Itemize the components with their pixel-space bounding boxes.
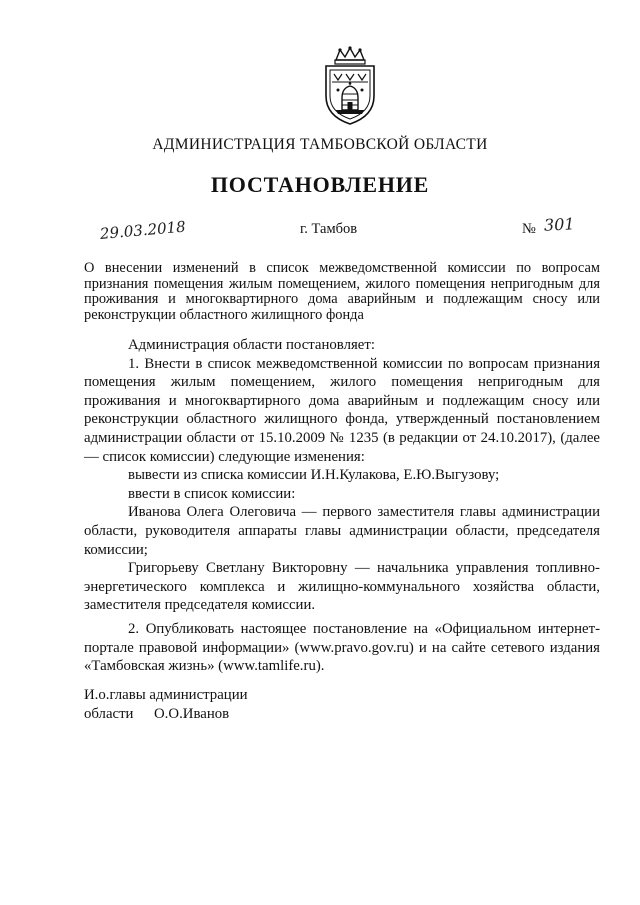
signature-position-line1: И.о.главы администрации [84,687,248,703]
document-date: 29.03.2018 [99,217,187,243]
document-number: 301 [543,214,576,235]
body-paragraph-1: 1. Внести в список межведомственной комиссии по вопросам признания помещения жилым помещением, жилого помещения непригодным для проживания и многоквартирного дома аварийным и подлежащим сносу или реконструкции областного жилищного фонда, утвержденный постановлением администрации области от 15.10.2009 № 1235 (в редакции от 24.10.2017), (далее — список комиссии) следующие изменения: [84,355,600,465]
body-intro: Администрация области постановляет: [128,337,375,353]
body-paragraph-add: ввести в список комиссии: [128,485,296,502]
body-paragraph-2: 2. Опубликовать настоящее постановление на «Официальном интернет-портале правовой информации» (www.pravo.gov.ru) и на сайте сетевого издания «Тамбовская жизнь» (www.tamlife.ru). [84,620,600,675]
signature-position-line2: области [84,705,134,722]
document-type-title: ПОСТАНОВЛЕНИЕ [210,172,430,197]
document-number-label: № [522,221,536,237]
body-paragraph-ivanov: Иванова Олега Олеговича — первого заместителя главы администрации области, руководителя аппараты главы администрации области, председателя комиссии; [84,504,600,558]
signature-line2 [84,705,248,724]
coat-of-arms-emblem [318,46,382,126]
document-subject: О внесении изменений в список межведомственной комиссии по вопросам признания помещения жилым помещением, жилого помещения непригодным для проживания и многоквартирного дома аварийным и подлежащим сносу или реконструкции областного жилищного фонда [84,260,600,323]
document-body [84,336,600,676]
body-paragraph-remove: вывести из списка комиссии И.Н.Кулакова, Е.Ю.Выгузову; [128,467,500,484]
signature-name: О.О.Иванов [154,705,230,722]
document-city: г. Тамбов [300,221,358,237]
organization-name: АДМИНИСТРАЦИЯ ТАМБОВСКОЙ ОБЛАСТИ [152,136,488,153]
body-paragraph-grigorieva: Григорьеву Светлану Викторовну — начальника управления топливно-энергетического комплекса и жилищно-коммунального хозяйства области, заместителя председателя комиссии. [84,560,600,614]
signature-block [84,686,248,723]
